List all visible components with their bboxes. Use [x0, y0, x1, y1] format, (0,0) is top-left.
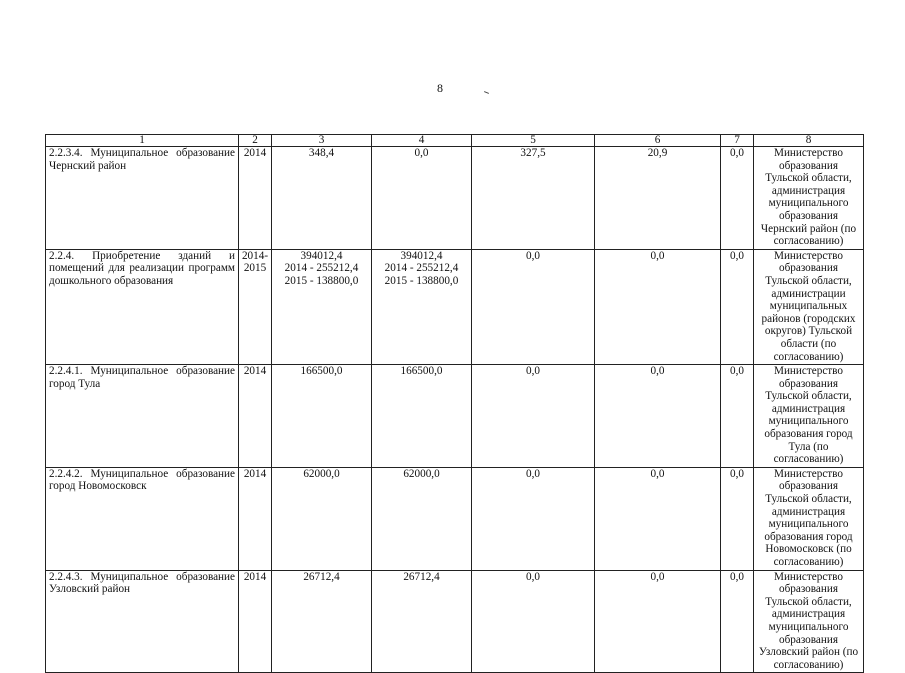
other-funding-cell: 0,0: [721, 147, 754, 250]
municipal-funding-cell: 0,0: [595, 570, 721, 673]
responsible-org-cell: Министерство образования Тульской области, администрация муниципального образования Узловский район (по согласованию): [754, 570, 864, 673]
program-activities-table: [45, 134, 864, 673]
funding-line: 2015 - 138800,0: [284, 274, 359, 287]
responsible-org-cell: Министерство образования Тульской области, администрация муниципального образования город Новомосковск (по согласованию): [754, 467, 864, 570]
funding-line: 26712,4: [403, 570, 440, 583]
column-header-7: 7: [721, 135, 754, 147]
funding-line: 394012,4: [400, 249, 443, 262]
federal-funding-cell: [372, 467, 472, 570]
regional-funding-cell: 0,0: [472, 249, 595, 364]
federal-funding-cell: [372, 147, 472, 250]
municipal-funding-cell: 20,9: [595, 147, 721, 250]
total-funding-cell: [272, 570, 372, 673]
year-cell: [239, 570, 272, 673]
municipal-funding-cell: 0,0: [595, 467, 721, 570]
table-row: [46, 570, 864, 673]
funding-line: 394012,4: [300, 249, 343, 262]
other-funding-cell: 0,0: [721, 365, 754, 468]
column-header-5: 5: [472, 135, 595, 147]
regional-funding-cell: 327,5: [472, 147, 595, 250]
funding-line: 62000,0: [403, 467, 440, 480]
federal-funding-cell: [372, 365, 472, 468]
column-header-1: 1: [46, 135, 239, 147]
column-header-2: 2: [239, 135, 272, 147]
funding-line: 0,0: [414, 147, 429, 159]
total-funding-cell: [272, 147, 372, 250]
year-line: 2014: [243, 570, 267, 583]
municipal-funding-cell: 0,0: [595, 365, 721, 468]
funding-line: 2014 - 255212,4: [384, 262, 459, 275]
activity-name-cell: 2.2.4. Приобретение зданий и помещений для реализации программ дошкольного образования: [46, 249, 239, 364]
responsible-org-cell: Министерство образования Тульской области, администрации муниципальных районов (городских округов) Тульской области (по согласованию): [754, 249, 864, 364]
regional-funding-cell: 0,0: [472, 467, 595, 570]
total-funding-cell: [272, 249, 372, 364]
total-funding-cell: [272, 365, 372, 468]
column-header-8: 8: [754, 135, 864, 147]
table-row: [46, 467, 864, 570]
column-header-4: 4: [372, 135, 472, 147]
funding-line: 62000,0: [303, 467, 340, 480]
year-cell: [239, 249, 272, 364]
funding-line: 26712,4: [303, 570, 340, 583]
federal-funding-cell: [372, 570, 472, 673]
table-row: [46, 147, 864, 250]
activity-name-cell: 2.2.4.1. Муниципальное образование город Тула: [46, 365, 239, 468]
table-row: [46, 249, 864, 364]
page-number: 8: [437, 81, 443, 95]
municipal-funding-cell: 0,0: [595, 249, 721, 364]
other-funding-cell: 0,0: [721, 467, 754, 570]
column-header-3: 3: [272, 135, 372, 147]
column-header-6: 6: [595, 135, 721, 147]
activity-name-cell: 2.2.4.2. Муниципальное образование город Новомосковск: [46, 467, 239, 570]
responsible-org-cell: Министерство образования Тульской области, администрация муниципального образования город Тула (по согласованию): [754, 365, 864, 468]
funding-line: 166500,0: [400, 365, 443, 378]
funding-line: 2014 - 255212,4: [284, 262, 359, 275]
year-line: 2014-: [241, 249, 269, 262]
total-funding-cell: [272, 467, 372, 570]
year-line: 2014: [243, 365, 267, 378]
year-cell: [239, 365, 272, 468]
year-cell: [239, 467, 272, 570]
stray-mark: [484, 91, 489, 94]
year-line: 2014: [243, 147, 267, 159]
responsible-org-cell: Министерство образования Тульской области, администрация муниципального образования Чернский район (по согласованию): [754, 147, 864, 250]
funding-line: 166500,0: [300, 365, 343, 378]
funding-line: 2015 - 138800,0: [384, 274, 459, 287]
regional-funding-cell: 0,0: [472, 365, 595, 468]
regional-funding-cell: 0,0: [472, 570, 595, 673]
federal-funding-cell: [372, 249, 472, 364]
table-row: [46, 365, 864, 468]
year-line: 2015: [243, 262, 267, 275]
funding-line: 348,4: [308, 147, 335, 159]
other-funding-cell: 0,0: [721, 570, 754, 673]
year-cell: [239, 147, 272, 250]
year-line: 2014: [243, 467, 267, 480]
activity-name-cell: 2.2.3.4. Муниципальное образование Чернский район: [46, 147, 239, 250]
other-funding-cell: 0,0: [721, 249, 754, 364]
header-row: [46, 135, 864, 147]
activity-name-cell: 2.2.4.3. Муниципальное образование Узловский район: [46, 570, 239, 673]
